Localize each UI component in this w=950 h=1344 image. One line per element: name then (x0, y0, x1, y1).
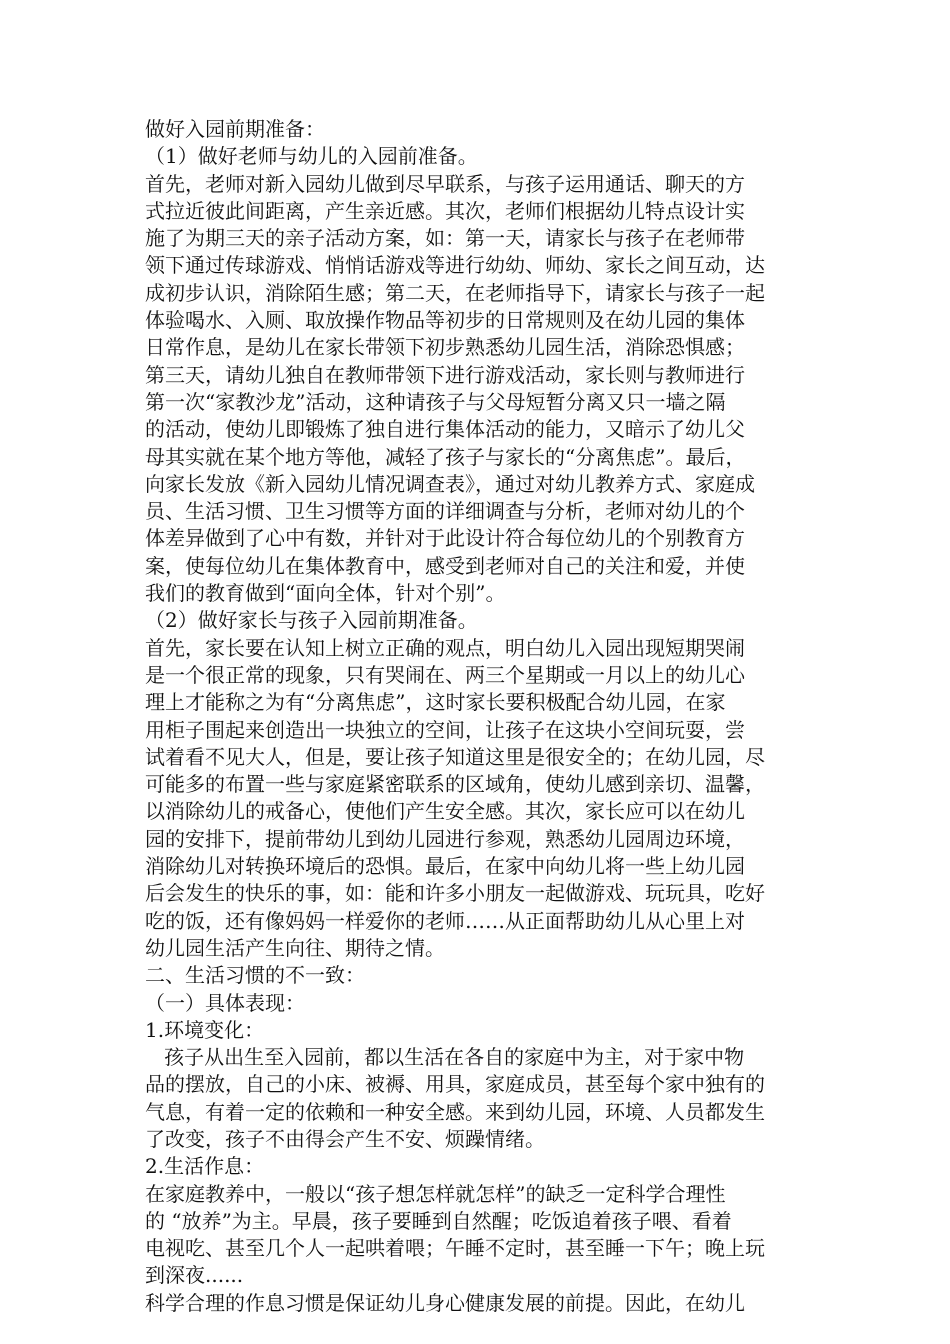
text-line: （1）做好老师与幼儿的入园前准备。 (145, 144, 478, 169)
text-line: 体差异做到了心中有数，并针对于此设计符合每位幼儿的个别教育方 (145, 526, 745, 551)
document-body (145, 116, 805, 1317)
text-line: 施了为期三天的亲子活动方案，如：第一天，请家长与孩子在老师带 (145, 226, 745, 251)
text-line: 式拉近彼此间距离，产生亲近感。其次，老师们根据幼儿特点设计实 (145, 198, 745, 223)
text-line: 日常作息，是幼儿在家长带领下初步熟悉幼儿园生活，消除恐惧感； (145, 335, 745, 360)
text-line: 品的摆放，自己的小床、被褥、用具，家庭成员，甚至每个家中独有的 (145, 1072, 765, 1097)
text-line: 消除幼儿对转换环境后的恐惧。最后，在家中向幼儿将一些上幼儿园 (145, 854, 745, 879)
text-line: 可能多的布置一些与家庭紧密联系的区域角，使幼儿感到亲切、温馨， (145, 772, 765, 797)
text-line: 体验喝水、入厕、取放操作物品等初步的日常规则及在幼儿园的集体 (145, 308, 745, 333)
text-line: 以消除幼儿的戒备心，使他们产生安全感。其次，家长应可以在幼儿 (145, 799, 745, 824)
text-line: 第一次“家教沙龙”活动，这种请孩子与父母短暂分离又只一墙之隔 (145, 389, 726, 414)
text-line: 到深夜...... (145, 1263, 244, 1288)
text-line: 二、生活习惯的不一致： (145, 963, 365, 988)
text-line: 孩子从出生至入园前，都以生活在各自的家庭中为主，对于家中物 (145, 1045, 745, 1070)
text-line: 成初步认识，消除陌生感；第二天，在老师指导下，请家长与孩子一起 (145, 280, 765, 305)
text-line: 我们的教育做到“面向全体，针对个别”。 (145, 581, 506, 606)
text-line: 2.生活作息： (145, 1154, 265, 1179)
text-line: 母其实就在某个地方等他，减轻了孩子与家长的“分离焦虑”。最后， (145, 444, 746, 469)
text-line: 首先，老师对新入园幼儿做到尽早联系，与孩子运用通话、聊天的方 (145, 171, 745, 196)
text-line: 了改变，孩子不由得会产生不安、烦躁情绪。 (145, 1126, 545, 1151)
text-line: 电视吃、甚至几个人一起哄着喂；午睡不定时，甚至睡一下午；晚上玩 (145, 1236, 765, 1261)
text-line: 在家庭教养中，一般以“孩子想怎样就怎样”的缺乏一定科学合理性 (145, 1181, 726, 1206)
text-line: 理上才能称之为有“分离焦虑”，这时家长要积极配合幼儿园，在家 (145, 690, 726, 715)
text-line: 吃的饭，还有像妈妈一样爱你的老师……从正面帮助幼儿从心里上对 (145, 908, 745, 933)
text-line: （一）具体表现： (145, 990, 305, 1015)
text-line: 员、生活习惯、卫生习惯等方面的详细调查与分析，老师对幼儿的个 (145, 499, 745, 524)
text-line: 的 “放养”为主。早晨，孩子要睡到自然醒；吃饭追着孩子喂、看着 (145, 1208, 732, 1233)
text-line: 领下通过传球游戏、悄悄话游戏等进行幼幼、师幼、家长之间互动，达 (145, 253, 765, 278)
text-line: 幼儿园生活产生向往、期待之情。 (145, 935, 445, 960)
text-line: 1.环境变化： (145, 1017, 265, 1042)
text-line: （2）做好家长与孩子入园前期准备。 (145, 608, 478, 633)
text-line: 后会发生的快乐的事，如：能和许多小朋友一起做游戏、玩玩具，吃好 (145, 881, 765, 906)
text-line: 做好入园前期准备： (145, 117, 325, 141)
text-line: 案，使每位幼儿在集体教育中，感受到老师对自己的关注和爱，并使 (145, 553, 745, 578)
text-line: 科学合理的作息习惯是保证幼儿身心健康发展的前提。因此，在幼儿 (145, 1290, 745, 1315)
text-line: 试着看不见大人，但是，要让孩子知道这里是很安全的；在幼儿园，尽 (145, 744, 765, 769)
text-line: 用柜子围起来创造出一块独立的空间，让孩子在这块小空间玩耍，尝 (145, 717, 745, 742)
text-line: 是一个很正常的现象，只有哭闹在、两三个星期或一月以上的幼儿心 (145, 662, 745, 687)
text-line: 第三天，请幼儿独自在教师带领下进行游戏活动，家长则与教师进行 (145, 362, 745, 387)
text-line: 园的安排下，提前带幼儿到幼儿园进行参观，熟悉幼儿园周边环境， (145, 826, 745, 851)
text-line: 的活动，使幼儿即锻炼了独自进行集体活动的能力，又暗示了幼儿父 (145, 417, 745, 442)
document-page (145, 116, 805, 1317)
text-line: 气息，有着一定的依赖和一种安全感。来到幼儿园，环境、人员都发生 (145, 1099, 765, 1124)
text-line: 向家长发放《新入园幼儿情况调查表》，通过对幼儿教养方式、家庭成 (145, 471, 755, 496)
text-line: 首先，家长要在认知上树立正确的观点，明白幼儿入园出现短期哭闹 (145, 635, 745, 660)
